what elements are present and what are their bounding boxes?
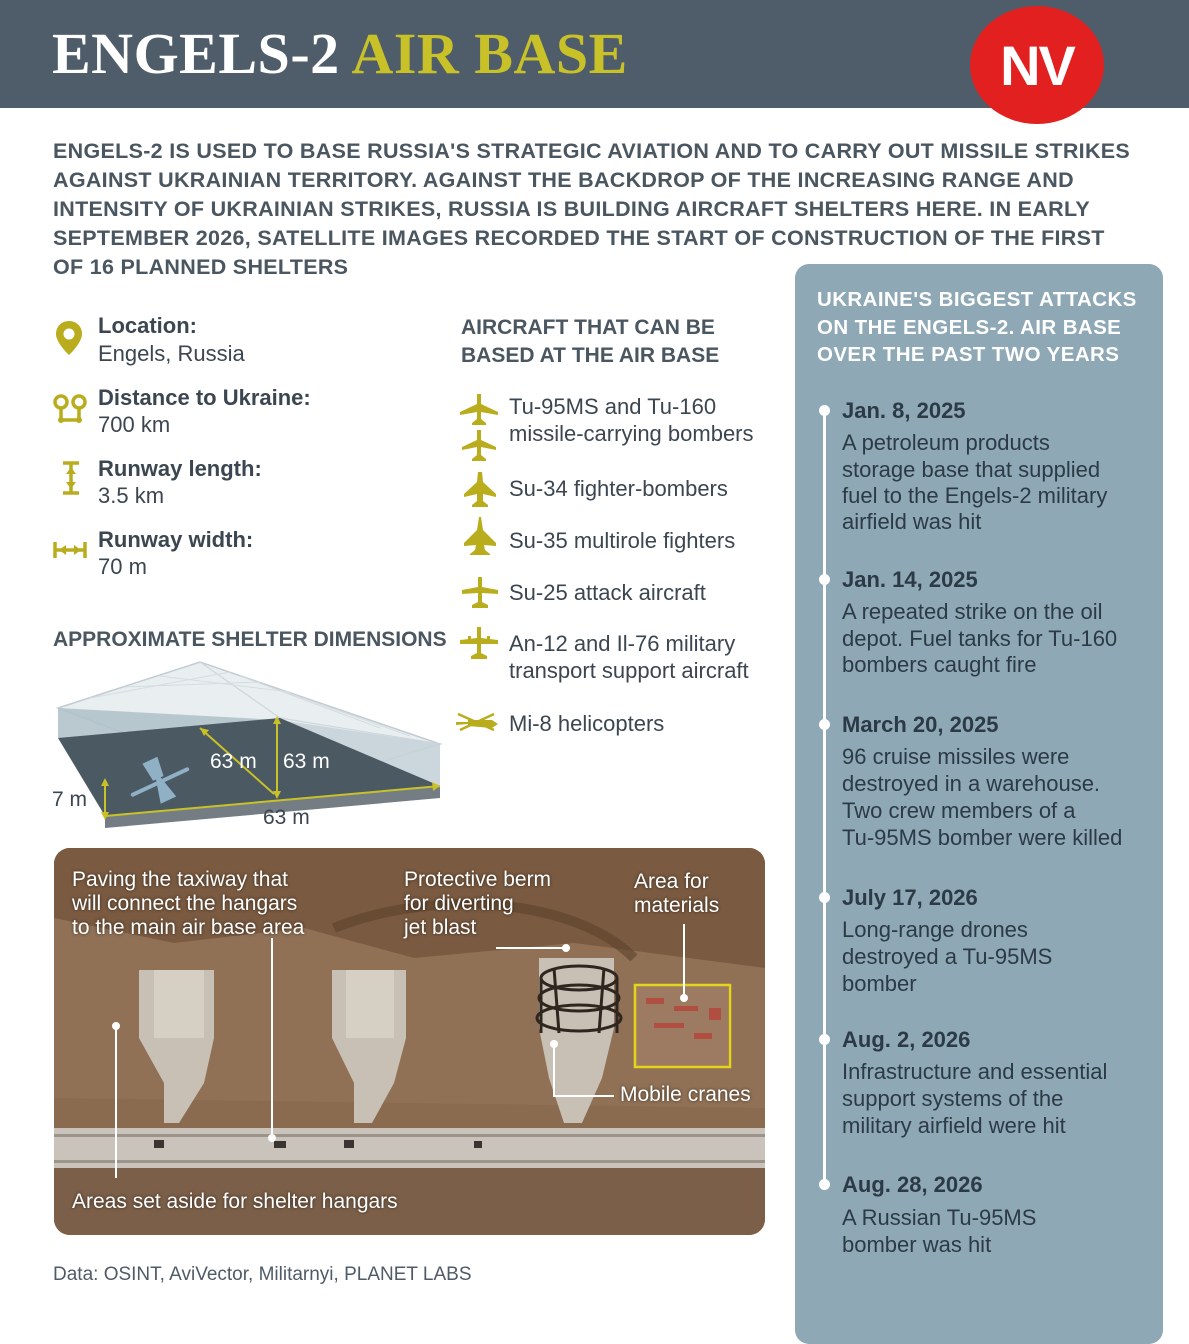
event-3-line-4: Tu-95MS bomber were killed [842, 825, 1123, 850]
event-6-line-2: bomber was hit [842, 1232, 992, 1257]
shelter-depth-label: 63 m [210, 750, 257, 773]
event-5-date: Aug. 2, 2026 [842, 1027, 971, 1052]
timeline-dot [819, 405, 830, 416]
fact-label-location: Location: [98, 313, 197, 338]
shelter-width-label: 63 m [263, 806, 310, 829]
shelter-heading: APPROXIMATE SHELTER DIMENSIONS [53, 628, 447, 651]
event-2-line-3: bombers caught fire [842, 652, 1037, 677]
label-mobile-cranes: Mobile cranes [620, 1083, 751, 1106]
aircraft-bombers-line-2: missile-carrying bombers [509, 421, 754, 446]
timeline-title-line-3: OVER THE PAST TWO YEARS [817, 343, 1120, 366]
location-pin-icon [52, 318, 86, 363]
timeline-line [823, 410, 826, 1190]
event-4-date: July 17, 2026 [842, 885, 978, 910]
event-1-line-4: airfield was hit [842, 509, 982, 534]
satellite-image [54, 848, 765, 1235]
event-4-line-3: bomber [842, 971, 917, 996]
transport-aircraft-icon [458, 626, 500, 667]
label-taxiway-line-1: Paving the taxiway that [72, 868, 288, 891]
aircraft-heading-line-1: AIRCRAFT THAT CAN BE [461, 316, 715, 339]
fact-label-runway-width: Runway width: [98, 527, 254, 552]
runway-length-icon [56, 460, 86, 501]
timeline-title [817, 286, 1137, 369]
event-6-line-1: A Russian Tu-95MS [842, 1205, 1037, 1230]
aircraft-su34-label: Su-34 fighter-bombers [509, 476, 728, 501]
event-3-line-1: 96 cruise missiles were [842, 744, 1070, 769]
fact-label-distance: Distance to Ukraine: [98, 385, 311, 410]
event-1-line-3: fuel to the Engels-2 military [842, 483, 1108, 508]
event-4-line-2: destroyed a Tu-95MS [842, 944, 1053, 969]
timeline-dot [819, 892, 830, 903]
timeline-title-line-2: ON THE ENGELS-2. AIR BASE [817, 315, 1122, 339]
title-part-2: AIR BASE [351, 21, 628, 86]
label-taxiway-line-3: to the main air base area [72, 916, 305, 939]
label-berm-line-2: for diverting [404, 892, 514, 915]
event-4-line-1: Long-range drones [842, 917, 1028, 942]
aircraft-mi8-label: Mi-8 helicopters [509, 711, 665, 736]
fact-value-location: Engels, Russia [98, 341, 245, 366]
shelter-inner-label: 63 m [283, 750, 330, 773]
event-5-line-2: support systems of the [842, 1086, 1064, 1111]
fact-value-runway-length: 3.5 km [98, 483, 165, 508]
label-taxiway-line-2: will connect the hangars [72, 892, 298, 915]
aircraft-su25-label: Su-25 attack aircraft [509, 580, 706, 605]
event-3-line-3: Two crew members of a [842, 798, 1076, 823]
aircraft-transport-line-2: transport support aircraft [509, 658, 749, 683]
event-1-line-2: storage base that supplied [842, 457, 1101, 482]
aircraft-bombers-line-1: Tu-95MS and Tu-160 [509, 394, 717, 419]
fact-value-runway-width: 70 m [98, 554, 147, 579]
distance-icon [50, 390, 90, 435]
event-3-date: March 20, 2025 [842, 712, 999, 737]
bomber-icon [458, 392, 500, 469]
aircraft-su35-label: Su-35 multirole fighters [509, 528, 736, 553]
fact-label-runway-length: Runway length: [98, 456, 262, 481]
timeline-dot [819, 574, 830, 585]
aircraft-transport-line-1: An-12 and Il-76 military [509, 631, 736, 656]
intro-text: ENGELS-2 IS USED TO BASE RUSSIA'S STRATEGIC AVIATION AND TO CARRY OUT MISSILE STRIKES AGAINST UKRAINIAN TERRITORY. AGAINST THE BACKDROP OF THE INCREASING RANGE AND INTENSITY OF UKRAINIAN STRIKES, RUSSIA IS BUILDING AIRCRAFT SHELTERS HERE. IN EARLY SEPTEMBER 2026, SATELLITE IMAGES RECORDED THE START OF CONSTRUCTION OF THE FIRST OF 16 PLANNED SHELTERS [53, 139, 1131, 279]
logo-text: NV [1000, 33, 1074, 97]
timeline-dot [819, 719, 830, 730]
timeline-title-line-1: UKRAINE'S BIGGEST ATTACKS [817, 288, 1137, 311]
label-berm-line-1: Protective berm [404, 868, 552, 891]
event-6-date: Aug. 28, 2026 [842, 1172, 983, 1197]
label-materials-line-2: materials [634, 894, 720, 917]
label-berm-line-3: jet blast [404, 916, 477, 939]
event-3-line-2: destroyed in a warehouse. [842, 771, 1101, 796]
event-1-line-1: A petroleum products [842, 430, 1050, 455]
event-2-date: Jan. 14, 2025 [842, 567, 978, 592]
event-5-line-3: military airfield were hit [842, 1113, 1066, 1138]
shelter-height-label: 7 m [52, 788, 88, 811]
event-2-line-1: A repeated strike on the oil [842, 599, 1103, 624]
event-1-date: Jan. 8, 2025 [842, 398, 966, 423]
label-shelter-areas: Areas set aside for shelter hangars [72, 1190, 398, 1213]
page-title [52, 22, 628, 86]
source-note: Data: OSINT, AviVector, Militarnyi, PLANET LABS [53, 1264, 472, 1285]
runway-width-icon [52, 538, 88, 567]
timeline-dot [819, 1179, 830, 1190]
event-5-line-1: Infrastructure and essential [842, 1059, 1108, 1084]
nv-logo [970, 6, 1104, 124]
multirole-fighter-icon [462, 516, 498, 561]
title-part-1: ENGELS-2 [52, 21, 340, 86]
event-2-line-2: depot. Fuel tanks for Tu-160 [842, 626, 1118, 651]
label-materials-line-1: Area for [634, 870, 709, 893]
helicopter-icon [454, 710, 504, 741]
fighter-bomber-icon [462, 470, 498, 513]
timeline-dot [819, 1034, 830, 1045]
fact-value-distance: 700 km [98, 412, 171, 437]
aircraft-heading-line-2: BASED AT THE AIR BASE [461, 344, 720, 367]
attack-aircraft-icon [460, 576, 500, 615]
